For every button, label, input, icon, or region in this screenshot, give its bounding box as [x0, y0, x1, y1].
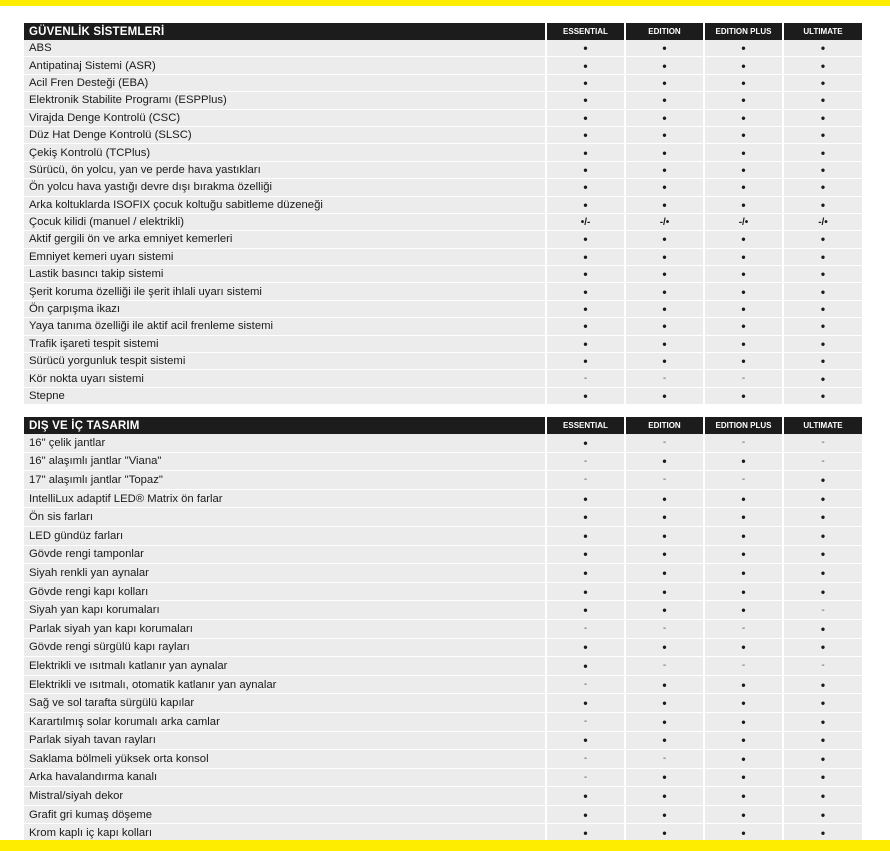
availability-cell: • — [546, 582, 625, 601]
availability-cell: • — [783, 92, 862, 109]
availability-cell: • — [625, 508, 704, 527]
table-row — [24, 109, 862, 126]
availability-cell: • — [704, 231, 783, 248]
availability-cell: • — [704, 144, 783, 161]
availability-cell: • — [625, 768, 704, 787]
feature-label: Krom kaplı iç kapı kolları — [24, 824, 546, 842]
availability-cell: • — [783, 787, 862, 806]
availability-cell: • — [546, 248, 625, 265]
availability-cell: - — [783, 452, 862, 471]
availability-cell: • — [783, 40, 862, 57]
availability-cell: • — [704, 508, 783, 527]
availability-cell: - — [704, 434, 783, 452]
availability-cell: • — [704, 694, 783, 713]
availability-cell: • — [783, 353, 862, 370]
feature-label: Lastik basıncı takip sistemi — [24, 266, 546, 283]
table-row — [24, 526, 862, 545]
availability-cell: • — [704, 564, 783, 583]
availability-cell: • — [546, 787, 625, 806]
availability-cell: • — [625, 300, 704, 317]
availability-cell: • — [546, 508, 625, 527]
feature-label: Çocuk kilidi (manuel / elektrikli) — [24, 213, 546, 230]
feature-label: IntelliLux adaptif LED® Matrix ön farlar — [24, 489, 546, 508]
availability-cell: • — [783, 144, 862, 161]
availability-cell: - — [546, 452, 625, 471]
availability-cell: - — [546, 768, 625, 787]
column-header-edition: EDITION — [625, 417, 704, 434]
feature-label: Şerit koruma özelliği ile şerit ihlali uyarı sistemi — [24, 283, 546, 300]
availability-cell: • — [546, 638, 625, 657]
availability-cell: • — [546, 824, 625, 842]
availability-cell: • — [546, 57, 625, 74]
availability-cell: • — [704, 638, 783, 657]
availability-cell: • — [704, 300, 783, 317]
availability-cell: • — [783, 196, 862, 213]
availability-cell: • — [546, 74, 625, 91]
feature-label: Saklama bölmeli yüksek orta konsol — [24, 750, 546, 769]
availability-cell: • — [704, 318, 783, 335]
availability-cell: - — [546, 619, 625, 638]
availability-cell: - — [704, 370, 783, 387]
availability-cell: • — [704, 712, 783, 731]
availability-cell: • — [625, 248, 704, 265]
availability-cell: - — [546, 750, 625, 769]
availability-cell: • — [783, 248, 862, 265]
availability-cell: • — [546, 109, 625, 126]
availability-cell: • — [546, 126, 625, 143]
availability-cell: - — [625, 657, 704, 676]
availability-cell: • — [546, 92, 625, 109]
availability-cell: • — [704, 126, 783, 143]
availability-cell: • — [783, 266, 862, 283]
availability-cell: • — [625, 40, 704, 57]
availability-cell: • — [704, 179, 783, 196]
availability-cell: • — [704, 452, 783, 471]
feature-label: Arka havalandırma kanalı — [24, 768, 546, 787]
availability-cell: • — [546, 601, 625, 620]
availability-cell: • — [546, 283, 625, 300]
table-row — [24, 582, 862, 601]
feature-label: Elektrikli ve ısıtmalı katlanır yan aynalar — [24, 657, 546, 676]
feature-label: Aktif gergili ön ve arka emniyet kemerleri — [24, 231, 546, 248]
availability-cell: • — [704, 74, 783, 91]
availability-cell: • — [625, 582, 704, 601]
availability-cell: • — [625, 601, 704, 620]
table-row — [24, 161, 862, 178]
availability-cell: • — [704, 545, 783, 564]
table-row — [24, 545, 862, 564]
availability-cell: • — [546, 179, 625, 196]
availability-cell: • — [625, 675, 704, 694]
availability-cell: • — [704, 40, 783, 57]
availability-cell: - — [625, 434, 704, 452]
availability-cell: • — [783, 74, 862, 91]
table-row — [24, 452, 862, 471]
table-row — [24, 387, 862, 404]
availability-cell: • — [704, 601, 783, 620]
availability-cell: • — [704, 731, 783, 750]
availability-cell: • — [704, 161, 783, 178]
availability-cell: • — [783, 387, 862, 404]
availability-cell: • — [783, 318, 862, 335]
availability-cell: - — [546, 675, 625, 694]
availability-cell: • — [546, 434, 625, 452]
table-row — [24, 601, 862, 620]
availability-cell: • — [783, 161, 862, 178]
feature-label: ABS — [24, 40, 546, 57]
feature-label: Ön çarpışma ikazı — [24, 300, 546, 317]
availability-cell: • — [783, 545, 862, 564]
feature-label: Sağ ve sol tarafta sürgülü kapılar — [24, 694, 546, 713]
feature-label: Çekiş Kontrolü (TCPlus) — [24, 144, 546, 161]
availability-cell: • — [625, 787, 704, 806]
table-row — [24, 335, 862, 352]
column-header-essential: ESSENTIAL — [546, 23, 625, 40]
feature-label: Stepne — [24, 387, 546, 404]
table-row — [24, 768, 862, 787]
availability-cell: • — [704, 248, 783, 265]
availability-cell: • — [783, 564, 862, 583]
table-row — [24, 434, 862, 452]
availability-cell: • — [625, 387, 704, 404]
availability-cell: • — [625, 144, 704, 161]
availability-cell: • — [783, 619, 862, 638]
table-row — [24, 750, 862, 769]
feature-label: 16" alaşımlı jantlar "Viana" — [24, 452, 546, 471]
table-row — [24, 126, 862, 143]
feature-label: Sürücü, ön yolcu, yan ve perde hava yastıkları — [24, 161, 546, 178]
availability-cell: • — [704, 489, 783, 508]
availability-cell: -/• — [704, 213, 783, 230]
table-header-row — [24, 23, 862, 40]
availability-cell: • — [783, 750, 862, 769]
availability-cell: -/• — [625, 213, 704, 230]
table-row — [24, 694, 862, 713]
availability-cell: • — [546, 489, 625, 508]
feature-label: Parlak siyah tavan rayları — [24, 731, 546, 750]
availability-cell: • — [625, 266, 704, 283]
table-row — [24, 40, 862, 57]
feature-label: Gövde rengi tamponlar — [24, 545, 546, 564]
feature-label: Arka koltuklarda ISOFIX çocuk koltuğu sabitleme düzeneği — [24, 196, 546, 213]
availability-cell: • — [704, 582, 783, 601]
availability-cell: • — [783, 805, 862, 824]
availability-cell: •/- — [546, 213, 625, 230]
availability-cell: • — [704, 750, 783, 769]
availability-cell: - — [783, 601, 862, 620]
availability-cell: • — [783, 300, 862, 317]
availability-cell: • — [625, 545, 704, 564]
table-row — [24, 508, 862, 527]
availability-cell: - — [783, 434, 862, 452]
availability-cell: • — [783, 370, 862, 387]
availability-cell: • — [783, 731, 862, 750]
table-row — [24, 657, 862, 676]
table-row — [24, 370, 862, 387]
bottom-accent-bar — [0, 840, 890, 851]
column-header-essential: ESSENTIAL — [546, 417, 625, 434]
table-row — [24, 266, 862, 283]
availability-cell: • — [546, 161, 625, 178]
availability-cell: • — [783, 231, 862, 248]
availability-cell: • — [625, 353, 704, 370]
availability-cell: • — [546, 196, 625, 213]
availability-cell: • — [546, 144, 625, 161]
availability-cell: • — [546, 335, 625, 352]
availability-cell: • — [625, 526, 704, 545]
availability-cell: • — [625, 824, 704, 842]
availability-cell: - — [546, 712, 625, 731]
availability-cell: - — [704, 619, 783, 638]
table-row — [24, 564, 862, 583]
table-row — [24, 619, 862, 638]
table-row — [24, 300, 862, 317]
availability-cell: • — [625, 92, 704, 109]
availability-cell: • — [546, 318, 625, 335]
top-accent-bar — [0, 0, 890, 6]
availability-cell: • — [625, 638, 704, 657]
availability-cell: • — [704, 353, 783, 370]
availability-cell: - — [704, 657, 783, 676]
table-row — [24, 196, 862, 213]
column-header-edition: EDITION — [625, 23, 704, 40]
feature-label: Yaya tanıma özelliği ile aktif acil frenleme sistemi — [24, 318, 546, 335]
feature-label: Parlak siyah yan kapı korumaları — [24, 619, 546, 638]
availability-cell: • — [546, 564, 625, 583]
availability-cell: • — [783, 582, 862, 601]
availability-cell: • — [704, 768, 783, 787]
availability-cell: • — [546, 231, 625, 248]
availability-cell: -/• — [783, 213, 862, 230]
availability-cell: • — [783, 526, 862, 545]
table-row — [24, 248, 862, 265]
section-title: DIŞ VE İÇ TASARIM — [24, 417, 546, 434]
availability-cell: • — [546, 387, 625, 404]
safety-systems-table — [24, 23, 862, 404]
availability-cell: - — [783, 657, 862, 676]
feature-label: Siyah yan kapı korumaları — [24, 601, 546, 620]
table-row — [24, 805, 862, 824]
table-row — [24, 731, 862, 750]
table-row — [24, 489, 862, 508]
availability-cell: • — [625, 318, 704, 335]
availability-cell: • — [783, 675, 862, 694]
availability-cell: • — [704, 787, 783, 806]
table-row — [24, 231, 862, 248]
column-header-ultimate: ULTIMATE — [783, 23, 862, 40]
feature-label: Acil Fren Desteği (EBA) — [24, 74, 546, 91]
feature-label: Sürücü yorgunluk tespit sistemi — [24, 353, 546, 370]
availability-cell: • — [546, 40, 625, 57]
availability-cell: • — [704, 92, 783, 109]
availability-cell: • — [783, 283, 862, 300]
table-row — [24, 57, 862, 74]
feature-label: Gövde rengi kapı kolları — [24, 582, 546, 601]
availability-cell: - — [625, 471, 704, 490]
availability-cell: - — [625, 370, 704, 387]
feature-label: Karartılmış solar korumalı arka camlar — [24, 712, 546, 731]
section-title: GÜVENLİK SİSTEMLERİ — [24, 23, 546, 40]
availability-cell: • — [625, 283, 704, 300]
availability-cell: • — [704, 805, 783, 824]
availability-cell: • — [546, 694, 625, 713]
availability-cell: • — [625, 712, 704, 731]
availability-cell: • — [704, 109, 783, 126]
feature-label: Trafik işareti tespit sistemi — [24, 335, 546, 352]
availability-cell: • — [783, 638, 862, 657]
availability-cell: • — [546, 353, 625, 370]
table-row — [24, 213, 862, 230]
feature-label: Grafit gri kumaş döşeme — [24, 805, 546, 824]
availability-cell: • — [783, 471, 862, 490]
table-row — [24, 283, 862, 300]
availability-cell: • — [783, 335, 862, 352]
availability-cell: • — [625, 731, 704, 750]
availability-cell: • — [704, 824, 783, 842]
availability-cell: • — [783, 126, 862, 143]
feature-label: Ön yolcu hava yastığı devre dışı bırakma özelliği — [24, 179, 546, 196]
availability-cell: • — [783, 768, 862, 787]
feature-label: Gövde rengi sürgülü kapı rayları — [24, 638, 546, 657]
availability-cell: • — [625, 335, 704, 352]
availability-cell: • — [625, 231, 704, 248]
availability-cell: • — [783, 179, 862, 196]
table-row — [24, 144, 862, 161]
table-row — [24, 638, 862, 657]
feature-label: Mistral/siyah dekor — [24, 787, 546, 806]
availability-cell: • — [625, 126, 704, 143]
availability-cell: • — [625, 57, 704, 74]
availability-cell: • — [625, 805, 704, 824]
availability-cell: - — [625, 619, 704, 638]
table-row — [24, 179, 862, 196]
availability-cell: • — [625, 161, 704, 178]
table-row — [24, 471, 862, 490]
table-row — [24, 92, 862, 109]
availability-cell: • — [546, 300, 625, 317]
availability-cell: • — [546, 266, 625, 283]
availability-cell: • — [625, 694, 704, 713]
availability-cell: • — [783, 489, 862, 508]
availability-cell: • — [783, 694, 862, 713]
table-row — [24, 318, 862, 335]
table-row — [24, 712, 862, 731]
column-header-ultimate: ULTIMATE — [783, 417, 862, 434]
availability-cell: • — [546, 526, 625, 545]
availability-cell: • — [783, 109, 862, 126]
table-header-row — [24, 417, 862, 434]
feature-label: Elektronik Stabilite Programı (ESPPlus) — [24, 92, 546, 109]
table-row — [24, 787, 862, 806]
feature-label: Elektrikli ve ısıtmalı, otomatik katlanır yan aynalar — [24, 675, 546, 694]
availability-cell: • — [625, 489, 704, 508]
availability-cell: • — [546, 731, 625, 750]
availability-cell: • — [625, 564, 704, 583]
feature-label: Kör nokta uyarı sistemi — [24, 370, 546, 387]
availability-cell: • — [704, 526, 783, 545]
exterior-interior-design-table — [24, 417, 862, 842]
feature-label: Virajda Denge Kontrolü (CSC) — [24, 109, 546, 126]
feature-label: Antipatinaj Sistemi (ASR) — [24, 57, 546, 74]
availability-cell: • — [783, 712, 862, 731]
availability-cell: • — [704, 196, 783, 213]
availability-cell: • — [783, 57, 862, 74]
availability-cell: • — [625, 74, 704, 91]
availability-cell: - — [546, 471, 625, 490]
availability-cell: • — [783, 508, 862, 527]
availability-cell: • — [546, 805, 625, 824]
availability-cell: • — [704, 675, 783, 694]
availability-cell: • — [546, 545, 625, 564]
availability-cell: • — [625, 452, 704, 471]
feature-label: Düz Hat Denge Kontrolü (SLSC) — [24, 126, 546, 143]
availability-cell: • — [704, 387, 783, 404]
availability-cell: • — [625, 196, 704, 213]
availability-cell: - — [546, 370, 625, 387]
feature-label: Ön sis farları — [24, 508, 546, 527]
feature-label: LED gündüz farları — [24, 526, 546, 545]
availability-cell: • — [625, 109, 704, 126]
availability-cell: • — [546, 657, 625, 676]
feature-label: Emniyet kemeri uyarı sistemi — [24, 248, 546, 265]
availability-cell: • — [704, 283, 783, 300]
availability-cell: - — [704, 471, 783, 490]
availability-cell: • — [704, 266, 783, 283]
feature-label: Siyah renkli yan aynalar — [24, 564, 546, 583]
feature-label: 17" alaşımlı jantlar "Topaz" — [24, 471, 546, 490]
table-row — [24, 353, 862, 370]
availability-cell: - — [625, 750, 704, 769]
column-header-edition-plus: EDITION PLUS — [704, 417, 783, 434]
column-header-edition-plus: EDITION PLUS — [704, 23, 783, 40]
table-row — [24, 74, 862, 91]
availability-cell: • — [704, 335, 783, 352]
availability-cell: • — [704, 57, 783, 74]
table-row — [24, 675, 862, 694]
availability-cell: • — [783, 824, 862, 842]
availability-cell: • — [625, 179, 704, 196]
feature-label: 16" çelik jantlar — [24, 434, 546, 452]
